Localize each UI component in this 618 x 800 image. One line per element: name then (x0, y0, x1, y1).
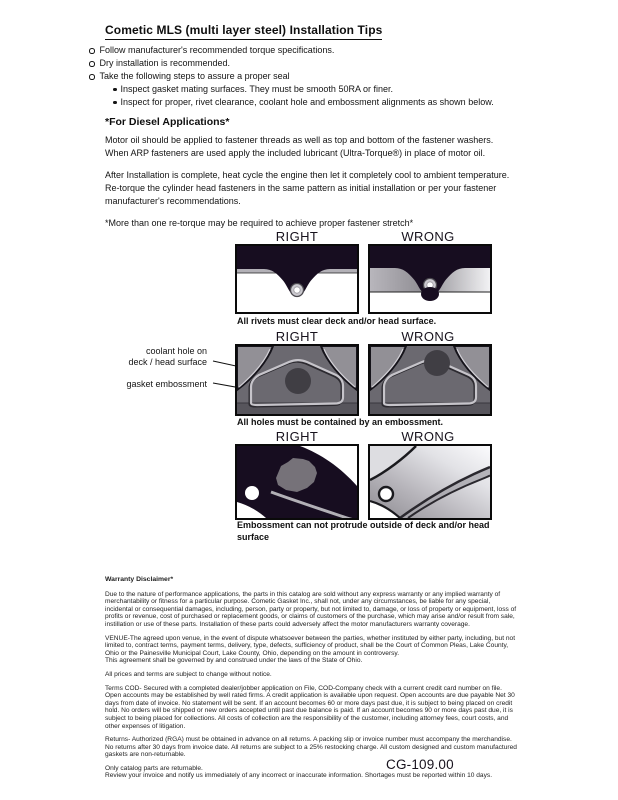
warranty-disclaimer (105, 576, 517, 786)
coolant-hole-icon (285, 368, 311, 394)
installation-tips-list (89, 44, 529, 109)
figure3-right-label: RIGHT (275, 429, 319, 444)
figure2-right-label: RIGHT (275, 329, 319, 344)
diesel-section (105, 116, 517, 239)
list-item (89, 44, 529, 57)
figure1-caption: All rivets must clear deck and/or head surface. (237, 316, 437, 326)
figure2-caption: All holes must be contained by an embossment. (237, 417, 444, 427)
page-title: Cometic MLS (multi layer steel) Installation Tips (105, 23, 382, 40)
ring-bullet-icon (89, 74, 95, 80)
figure1-right-label: RIGHT (275, 229, 319, 244)
diesel-paragraph: *More than one re-torque may be required to achieve proper fastener stretch* (105, 218, 414, 228)
bolt-hole-icon (245, 486, 259, 500)
list-item (89, 57, 529, 70)
figure2-wrong-label: WRONG (401, 329, 455, 344)
disclaimer-paragraph: Due to the nature of performance applications, the parts in this catalog are sold without any express warranty or any implied warranty of merchantability or fitness for a particular purpose. Cometic Gasket Inc., shall not, under any circumstances, be liable for any special, incidental or consequential damages, including, person, party or property, but not limited to, damage, or loss of property or equipment, loss of profits or revenue, cost of purchased or replacement goods, or claims of customers of the purchase, which may arise and/or result from sale, instillation or use of these parts. Installation of these parts could adversely affect the motor manufacturers warranty coverage. (105, 590, 517, 628)
diesel-paragraph: After Installation is complete, heat cycle the engine then let it completely cool to ambient temperature. Re-torque the cylinder head fasteners in the same pattern as initial installation or per your fastener manufacturer's recommendations. (105, 170, 510, 206)
disclaimer-paragraph: This agreement shall be governed by and construed under the laws of the State of Ohio. (105, 657, 363, 665)
figure1-right-panel (235, 244, 359, 314)
list-item (89, 70, 529, 83)
figure1-wrong-label: WRONG (401, 229, 455, 244)
list-item (113, 83, 529, 96)
figure3-wrong-panel (368, 444, 492, 520)
disclaimer-paragraph: Only catalog parts are returnable. (105, 764, 203, 772)
bullet-text: Take the following steps to assure a proper seal (99, 71, 290, 81)
dot-bullet-icon (113, 101, 117, 105)
disclaimer-paragraph: VENUE-The agreed upon venue, in the event of dispute whatsoever between the parties, whether instituted by either party, including, but not limited to, contract terms, payment terms, delivery, type, defects, sufficiency of product, shall be the Court of Common Pleas, Lake County, Ohio or the Painesville Municipal Court, Lake County, Ohio, depending on the amount in controversy. (105, 634, 516, 657)
bullet-text: Follow manufacturer's recommended torque specifications. (99, 45, 335, 55)
figure1-wrong-panel (368, 244, 492, 314)
disclaimer-paragraph: Returns- Authorized (RGA) must be obtained in advance on all returns. A packing slip or invoice number must accompany the merchandise. No returns after 30 days from invoice date. All returns are subject to a 25% restocking charge. All custom designed and custom manufactured gaskets are non-returnable. (105, 736, 517, 759)
disclaimer-paragraph: Review your invoice and notify us immediately of any incorrect or inaccurate information. Shortages must be reported within 10 days. (105, 772, 493, 780)
dot-bullet-icon (113, 88, 117, 92)
ring-bullet-icon (89, 48, 95, 54)
list-item (113, 96, 529, 109)
figure3-wrong-label: WRONG (401, 429, 455, 444)
bullet-text: Dry installation is recommended. (99, 58, 231, 68)
page-code: CG-109.00 (386, 757, 454, 772)
disclaimer-paragraph: All prices and terms are subject to change without notice. (105, 670, 272, 678)
bolt-hole-icon (379, 487, 393, 501)
bullet-text: Inspect gasket mating surfaces. They must be smooth 50RA or finer. (120, 84, 393, 94)
diesel-heading: *For Diesel Applications* (105, 116, 230, 128)
bullet-text: Inspect for proper, rivet clearance, coolant hole and embossment alignments as shown below. (120, 97, 494, 107)
figure3-caption: Embossment can not protrude outside of deck and/or head surface (237, 520, 490, 542)
figure2-right-panel (235, 344, 359, 416)
figure3-right-panel (235, 444, 359, 520)
disclaimer-heading: Warranty Disclaimer* (105, 576, 174, 583)
diesel-paragraph: Motor oil should be applied to fastener threads as well as top and bottom of the fastener washers. When ARP fasteners are used apply the included lubricant (Ultra-Torque®) in place of motor oil. (105, 135, 494, 158)
ring-bullet-icon (89, 61, 95, 67)
gasket-embossment-label: gasket embossment (126, 379, 207, 389)
disclaimer-paragraph: Terms COD- Secured with a completed dealer/jobber application on File, COD-Company check with a current credit card number on file. Open accounts may be established by well rated firms. A credit application is available upon request. Open accounts are due payable Net 30 days from date of invoice. No statement will be sent. If an account becomes 60 or more days past due, it is subject to being placed on credit hold. No orders will be shipped or new orders accepted until past due balance is paid. If an account becomes 90 or more days past due, it is subject to being placed for collections. All costs of collection are the responsibility of the customer, including attorney fees, court costs, and other expenses of litigation. (105, 684, 515, 730)
figure2-wrong-panel (368, 344, 492, 416)
coolant-hole-icon (424, 350, 450, 376)
coolant-hole-label: coolant hole on deck / head surface (128, 346, 207, 367)
